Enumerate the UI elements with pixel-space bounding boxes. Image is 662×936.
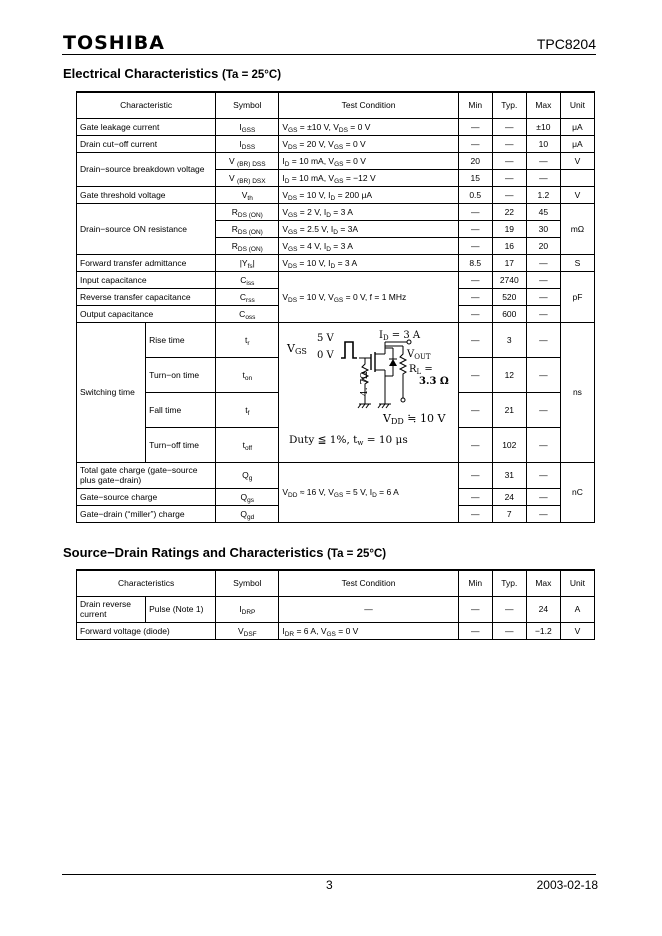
symbol: $C_{iss}$ bbox=[216, 271, 279, 288]
table-row bbox=[77, 596, 595, 622]
max-value: — bbox=[526, 322, 560, 357]
table-row bbox=[77, 135, 595, 152]
col-unit: Unit bbox=[560, 92, 594, 118]
min-value: 8.5 bbox=[458, 254, 492, 271]
section2-title-text: Source−Drain Ratings and Characteristics bbox=[63, 545, 324, 560]
min-value: — bbox=[458, 462, 492, 488]
typ-value: — bbox=[492, 622, 526, 639]
min-value: — bbox=[458, 220, 492, 237]
typ-value: 21 bbox=[492, 392, 526, 427]
symbol: $I_{GSS}$ bbox=[216, 118, 279, 135]
max-value: 30 bbox=[526, 220, 560, 237]
table-row bbox=[77, 152, 595, 169]
load-resistor bbox=[400, 346, 406, 398]
symbol: $Q_{gd}$ bbox=[216, 505, 279, 522]
symbol: $|Y_{fs}|$ bbox=[216, 254, 279, 271]
typ-value: 16 bbox=[492, 237, 526, 254]
max-value: — bbox=[526, 169, 560, 186]
max-value: — bbox=[526, 152, 560, 169]
typ-value: 102 bbox=[492, 427, 526, 462]
test-condition: $V_{GS} = 2$ V, $I_D = 3$ A bbox=[279, 203, 458, 220]
char-name: Reverse transfer capacitance bbox=[77, 288, 216, 305]
symbol: $Q_{gs}$ bbox=[216, 488, 279, 505]
symbol: $t_{off}$ bbox=[216, 427, 279, 462]
section1-title-text: Electrical Characteristics bbox=[63, 66, 219, 81]
char-name: Drain−source breakdown voltage bbox=[77, 152, 216, 186]
v0-label: 0 V bbox=[317, 350, 335, 361]
typ-value: — bbox=[492, 596, 526, 622]
max-value: — bbox=[526, 254, 560, 271]
vout-label: $V_{OUT}$ bbox=[407, 349, 431, 361]
col-symbol: Symbol bbox=[216, 92, 279, 118]
min-value: — bbox=[458, 118, 492, 135]
test-condition: $V_{DS} = 10$ V, $I_D = 3$ A bbox=[279, 254, 458, 271]
char-name: Switching time bbox=[77, 322, 146, 462]
min-value: — bbox=[458, 596, 492, 622]
unit: ns bbox=[560, 322, 594, 462]
unit: S bbox=[560, 254, 594, 271]
typ-value: 19 bbox=[492, 220, 526, 237]
min-value: — bbox=[458, 203, 492, 220]
test-condition: $V_{DD} \approx 16$ V, $V_{GS} = 5$ V, $I_D = 6$ A bbox=[279, 462, 458, 522]
page-number: 3 bbox=[326, 878, 333, 892]
col-test-condition: Test Condition bbox=[279, 92, 458, 118]
min-value: — bbox=[458, 488, 492, 505]
unit: V bbox=[560, 622, 594, 639]
test-condition: $I_{DR} = 6$ A, $V_{GS} = 0$ V bbox=[279, 622, 458, 639]
table-row bbox=[77, 186, 595, 203]
unit: mΩ bbox=[560, 203, 594, 254]
test-condition: $V_{DS} = 20$ V, $V_{GS} = 0$ V bbox=[279, 135, 458, 152]
min-value: — bbox=[458, 271, 492, 288]
header-rule bbox=[62, 54, 596, 55]
section1-title bbox=[63, 66, 281, 81]
typ-value: 600 bbox=[492, 305, 526, 322]
document-date: 2003-02-18 bbox=[536, 878, 598, 892]
max-value: 1.2 bbox=[526, 186, 560, 203]
max-value: 20 bbox=[526, 237, 560, 254]
min-value: 15 bbox=[458, 169, 492, 186]
symbol: $t_f$ bbox=[216, 392, 279, 427]
max-value: — bbox=[526, 462, 560, 488]
symbol: $R_{DS (ON)}$ bbox=[216, 203, 279, 220]
test-condition: $V_{DS} = 10$ V, $I_D = 200$ μA bbox=[279, 186, 458, 203]
symbol: $C_{oss}$ bbox=[216, 305, 279, 322]
max-value: 10 bbox=[526, 135, 560, 152]
min-value: — bbox=[458, 427, 492, 462]
col-max: Max bbox=[526, 92, 560, 118]
unit: A bbox=[560, 596, 594, 622]
max-value: — bbox=[526, 488, 560, 505]
v5-label: 5 V bbox=[317, 333, 335, 344]
col-min: Min bbox=[458, 570, 492, 596]
unit: nC bbox=[560, 462, 594, 522]
unit: V bbox=[560, 186, 594, 203]
char-name: Gate−drain (“miller”) charge bbox=[77, 505, 216, 522]
symbol: $t_{on}$ bbox=[216, 357, 279, 392]
table-row bbox=[77, 203, 595, 220]
char-name: Forward transfer admittance bbox=[77, 254, 216, 271]
sub-char-name: Turn−off time bbox=[146, 427, 216, 462]
typ-value: 31 bbox=[492, 462, 526, 488]
col-test-condition: Test Condition bbox=[279, 570, 458, 596]
sub-char-name: Fall time bbox=[146, 392, 216, 427]
typ-value: — bbox=[492, 169, 526, 186]
max-value: — bbox=[526, 305, 560, 322]
source-drain-ratings-table bbox=[76, 569, 595, 640]
char-name: Drain reverse current bbox=[77, 596, 146, 622]
section2-condition: (Ta = 25°C) bbox=[327, 548, 387, 560]
col-max: Max bbox=[526, 570, 560, 596]
col-typ: Typ. bbox=[492, 570, 526, 596]
typ-value: 12 bbox=[492, 357, 526, 392]
typ-value: — bbox=[492, 118, 526, 135]
max-value: — bbox=[526, 271, 560, 288]
char-name: Input capacitance bbox=[77, 271, 216, 288]
typ-value: — bbox=[492, 135, 526, 152]
char-note: Pulse (Note 1) bbox=[146, 596, 216, 622]
char-name: Forward voltage (diode) bbox=[77, 622, 216, 639]
min-value: — bbox=[458, 357, 492, 392]
col-characteristic: Characteristic bbox=[77, 92, 216, 118]
max-value: 45 bbox=[526, 203, 560, 220]
unit: pF bbox=[560, 271, 594, 322]
max-value: — bbox=[526, 427, 560, 462]
rl-label: $R_L$ = bbox=[409, 364, 434, 376]
typ-value: 17 bbox=[492, 254, 526, 271]
typ-value: — bbox=[492, 152, 526, 169]
section2-title bbox=[63, 545, 386, 560]
vgs-label: VGS bbox=[287, 342, 308, 356]
min-value: — bbox=[458, 322, 492, 357]
section1-condition: (Ta = 25°C) bbox=[222, 69, 282, 81]
typ-value: 2740 bbox=[492, 271, 526, 288]
symbol: V $_{(BR) DSX}$ bbox=[216, 169, 279, 186]
table-row bbox=[77, 118, 595, 135]
table-row bbox=[77, 462, 595, 488]
duty-label: Duty ≦ 1%, tw = 10 μs bbox=[289, 434, 409, 447]
typ-value: — bbox=[492, 186, 526, 203]
typ-value: 7 bbox=[492, 505, 526, 522]
symbol: $R_{DS (ON)}$ bbox=[216, 237, 279, 254]
symbol: $I_{DSS}$ bbox=[216, 135, 279, 152]
vdd-label: VDD ≒ 10 V bbox=[383, 412, 446, 426]
char-name: Total gate charge (gate−source plus gate−drain) bbox=[77, 462, 216, 488]
col-characteristics: Characteristics bbox=[77, 570, 216, 596]
min-value: — bbox=[458, 622, 492, 639]
part-number: TPC8204 bbox=[536, 36, 596, 52]
min-value: — bbox=[458, 237, 492, 254]
min-value: — bbox=[458, 392, 492, 427]
min-value: — bbox=[458, 135, 492, 152]
test-condition: $V_{GS} = 4$ V, $I_D = 3$ A bbox=[279, 237, 458, 254]
col-min: Min bbox=[458, 92, 492, 118]
char-name: Drain cut−off current bbox=[77, 135, 216, 152]
char-name: Output capacitance bbox=[77, 305, 216, 322]
unit: μA bbox=[560, 118, 594, 135]
unit bbox=[560, 169, 594, 186]
symbol: $V_{th}$ bbox=[216, 186, 279, 203]
table2-header-row bbox=[77, 570, 595, 596]
col-typ: Typ. bbox=[492, 92, 526, 118]
symbol: $R_{DS (ON)}$ bbox=[216, 220, 279, 237]
table-row bbox=[77, 254, 595, 271]
electrical-characteristics-table bbox=[76, 91, 595, 523]
min-value: 20 bbox=[458, 152, 492, 169]
max-value: −1.2 bbox=[526, 622, 560, 639]
char-name: Drain−source ON resistance bbox=[77, 203, 216, 254]
table-row bbox=[77, 622, 595, 639]
symbol: $I_{DRP}$ bbox=[216, 596, 279, 622]
table1-header-row bbox=[77, 92, 595, 118]
unit: μA bbox=[560, 135, 594, 152]
typ-value: 24 bbox=[492, 488, 526, 505]
col-unit: Unit bbox=[560, 570, 594, 596]
table-row bbox=[77, 271, 595, 288]
typ-value: 520 bbox=[492, 288, 526, 305]
symbol: $C_{rss}$ bbox=[216, 288, 279, 305]
body-diode bbox=[389, 359, 397, 366]
min-value: 0.5 bbox=[458, 186, 492, 203]
typ-value: 3 bbox=[492, 322, 526, 357]
id-label: $I_D = 3$ A bbox=[379, 330, 421, 342]
rg-label: 4. 7Ω bbox=[360, 371, 371, 396]
test-condition: $I_D = 10$ mA, $V_{GS} = 0$ V bbox=[279, 152, 458, 169]
typ-value: 22 bbox=[492, 203, 526, 220]
test-condition: $V_{GS} = \pm 10$ V, $V_{DS} = 0$ V bbox=[279, 118, 458, 135]
max-value: — bbox=[526, 357, 560, 392]
symbol: $Q_g$ bbox=[216, 462, 279, 488]
col-symbol: Symbol bbox=[216, 570, 279, 596]
min-value: — bbox=[458, 505, 492, 522]
pulse-waveform bbox=[341, 342, 357, 358]
rl-value: 3.3 Ω bbox=[419, 376, 450, 387]
switching-test-circuit bbox=[279, 322, 458, 462]
symbol: V $_{(BR) DSS}$ bbox=[216, 152, 279, 169]
footer-rule bbox=[62, 874, 596, 875]
test-condition: $I_D = 10$ mA, $V_{GS} = -12$ V bbox=[279, 169, 458, 186]
unit: V bbox=[560, 152, 594, 169]
max-value: — bbox=[526, 392, 560, 427]
sub-char-name: Rise time bbox=[146, 322, 216, 357]
test-condition: $V_{DS} = 10$ V, $V_{GS} = 0$ V, f = 1 MHz bbox=[279, 271, 458, 322]
toshiba-logo: TOSHIBA bbox=[63, 32, 165, 54]
char-name: Gate−source charge bbox=[77, 488, 216, 505]
max-value: ±10 bbox=[526, 118, 560, 135]
sub-char-name: Turn−on time bbox=[146, 357, 216, 392]
max-value: — bbox=[526, 288, 560, 305]
symbol: $V_{DSF}$ bbox=[216, 622, 279, 639]
max-value: 24 bbox=[526, 596, 560, 622]
char-name: Gate leakage current bbox=[77, 118, 216, 135]
char-name: Gate threshold voltage bbox=[77, 186, 216, 203]
test-condition: $V_{GS} = 2.5$ V, $I_D = 3A$ bbox=[279, 220, 458, 237]
max-value: — bbox=[526, 505, 560, 522]
table-row bbox=[77, 322, 595, 357]
symbol: $t_r$ bbox=[216, 322, 279, 357]
test-condition: — bbox=[279, 596, 458, 622]
min-value: — bbox=[458, 288, 492, 305]
min-value: — bbox=[458, 305, 492, 322]
